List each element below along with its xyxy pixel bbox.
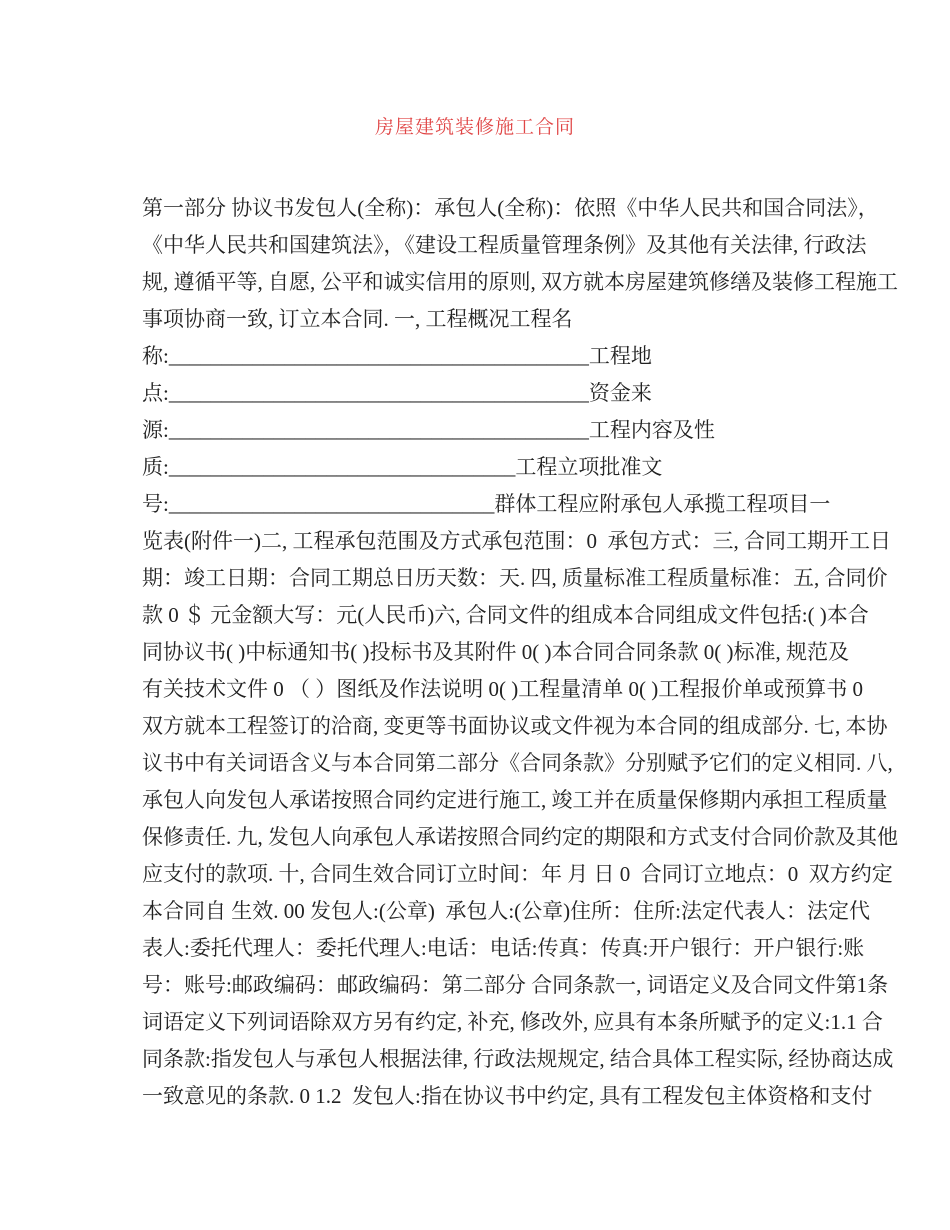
contract-text-line: 源:________________________________________工程内容及性	[142, 418, 715, 442]
contract-text-line: 词语定义下列词语除双方另有约定, 补充, 修改外, 应具有本条所赋予的定义:1.1 合	[142, 1010, 883, 1034]
contract-text-line: 第一部分 协议书发包人(全称)：承包人(全称)：依照《中华人民共和国合同法》，	[142, 196, 879, 220]
contract-text-line: 本合同自 生效. 00 发包人:(公章) 承包人:(公章)住所：住所:法定代表人：法定代	[142, 899, 870, 923]
contract-text-line: 议书中有关词语含义与本合同第二部分《合同条款》分别赋予它们的定义相同. 八,	[142, 751, 893, 775]
contract-text-line: 质:_________________________________工程立项批准文	[142, 455, 663, 479]
contract-text-line: 同协议书( )中标通知书( )投标书及其附件 0( )本合同合同条款 0( )标准, 规范及	[142, 640, 849, 664]
contract-text-line: 称:________________________________________工程地	[142, 344, 652, 368]
contract-text-line: 承包人向发包人承诺按照合同约定进行施工, 竣工并在质量保修期内承担工程质量	[142, 788, 888, 812]
contract-text-line: 双方就本工程签订的洽商, 变更等书面协议或文件视为本合同的组成部分. 七, 本协	[142, 714, 888, 738]
contract-body-text	[142, 190, 898, 1115]
contract-text-line: 览表(附件一)二, 工程承包范围及方式承包范围：0 承包方式：三, 合同工期开工日	[142, 529, 891, 553]
contract-text-line: 一致意见的条款. 0 1.2 发包人:指在协议书中约定, 具有工程发包主体资格和支付	[142, 1084, 873, 1108]
contract-text-line: 有关技术文件 0 （ ）图纸及作法说明 0( )工程量清单 0( )工程报价单或预算书 0	[142, 677, 863, 701]
contract-text-line: 款 0 ＄ 元金额大写：元(人民币)六, 合同文件的组成本合同组成文件包括:( )本合	[142, 603, 869, 627]
contract-text-line: 号：账号:邮政编码：邮政编码：第二部分 合同条款一, 词语定义及合同文件第1条	[142, 973, 889, 997]
contract-text-line: 表人:委托代理人：委托代理人:电话：电话:传真：传真:开户银行：开户银行:账	[142, 936, 865, 960]
contract-text-line: 《中华人民共和国建筑法》，《建设工程质量管理条例》及其他有关法律, 行政法	[142, 233, 867, 257]
contract-text-line: 应支付的款项. 十, 合同生效合同订立时间：年 月 日 0 合同订立地点：0 双方约定	[142, 862, 893, 886]
contract-text-line: 规, 遵循平等, 自愿, 公平和诚实信用的原则, 双方就本房屋建筑修缮及装修工程施工	[142, 270, 898, 294]
document-title: 房屋建筑装修施工合同	[374, 117, 575, 138]
contract-text-line: 保修责任. 九, 发包人向承包人承诺按照合同约定的期限和方式支付合同价款及其他	[142, 825, 898, 849]
contract-text-line: 同条款:指发包人与承包人根据法律, 行政法规规定, 结合具体工程实际, 经协商达成	[142, 1047, 894, 1071]
contract-text-line: 号:_______________________________群体工程应附承包人承揽工程项目一	[142, 492, 831, 516]
contract-text-line: 点:________________________________________资金来	[142, 381, 652, 405]
contract-text-line: 期：竣工日期：合同工期总日历天数：天. 四, 质量标准工程质量标准：五, 合同价	[142, 566, 888, 590]
contract-text-line: 事项协商一致, 订立本合同. 一, 工程概况工程名	[142, 307, 573, 331]
